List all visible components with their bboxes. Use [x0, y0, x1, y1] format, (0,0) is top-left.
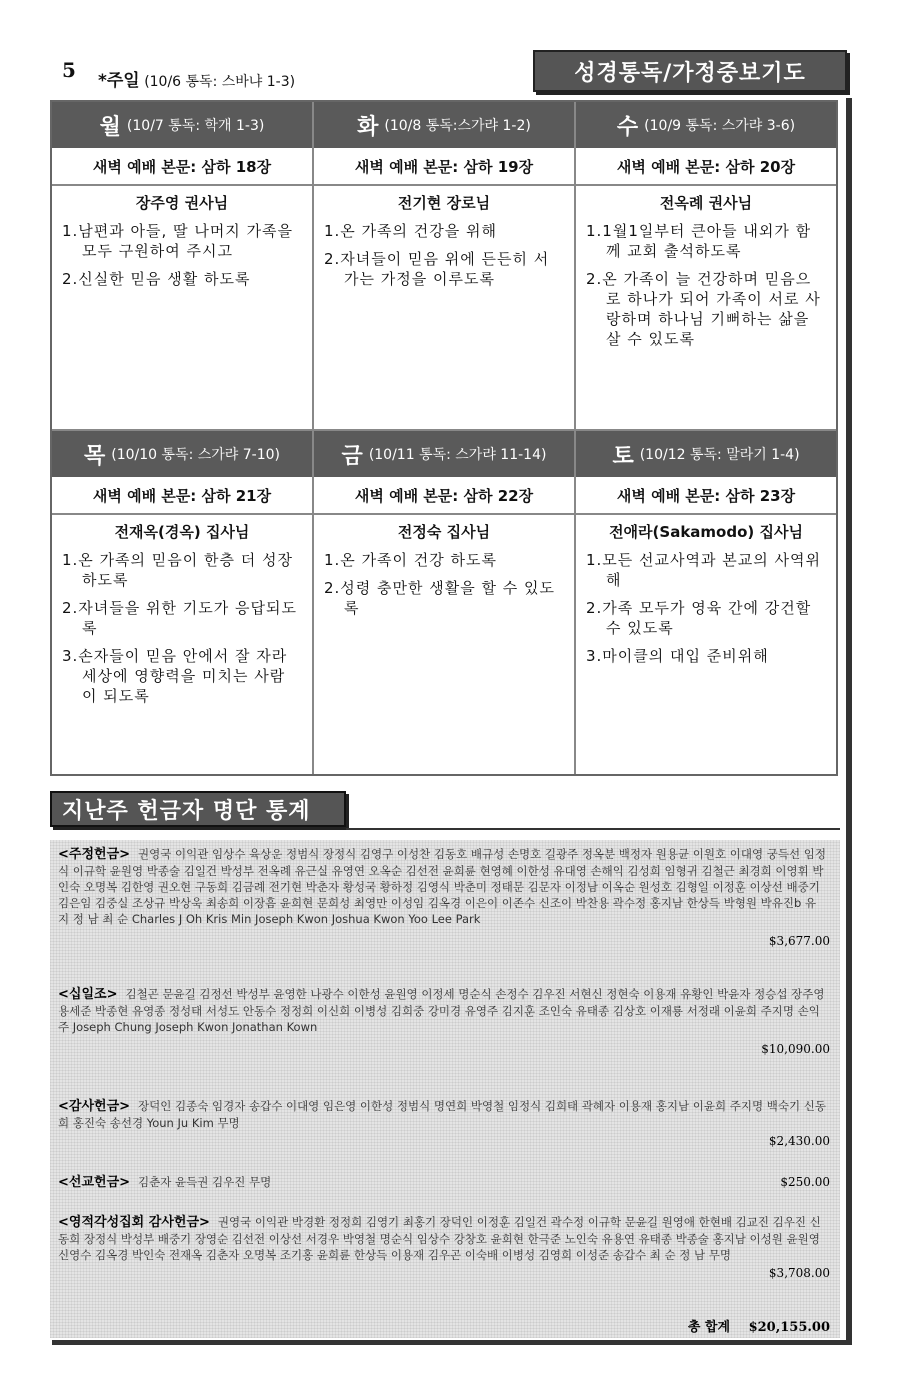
- prayer-schedule-grid: [50, 100, 838, 776]
- prayer-item: 1.온 가족의 건강을 위해: [324, 222, 498, 240]
- day-reading: (10/10 통독: 스가랴 7-10): [111, 447, 280, 463]
- day-reading: (10/9 통독: 스가랴 3-6): [644, 118, 796, 134]
- prayer-list: [576, 221, 836, 349]
- day-name: 토: [612, 443, 634, 469]
- donor-names: 권영국 이익관 박경환 정정희 김영기 최홍기 장덕인 이정훈 김일건 곽수정 이규학 문윤길 원영애 한현배 김교진 김우진 신동희 장정식 박성부 배중기 장영순 김선전 이상선 서경우 박영철 명순식 임상수 강창호 윤희현 한극준 노인숙 유용연 유태종 박종술 홍지남 이성원 윤원영 신영수 김옥경 박인숙 전재옥 김춘자 오명복 조기홍 윤희륜 한상득 이용재 김우곤 이숙배 이병성 김영희 이성준 송갑수 최 순 정 남 무명: [58, 1215, 821, 1262]
- day-header: [314, 102, 574, 148]
- prayer-leader: 전기현 장로님: [397, 194, 491, 212]
- offering-amount: $3,677.00: [768, 934, 830, 948]
- prayer-item: 2.자녀들이 믿음 위에 든든히 서가는 가정을 이루도록: [324, 250, 550, 288]
- sermon-text: 새벽 예배 본문: 삼하 19장: [314, 148, 574, 186]
- grand-total-value: $20,155.00: [748, 1320, 830, 1335]
- offering-category: <선교헌금>: [58, 1175, 131, 1190]
- prayer-item: 1.1월1일부터 큰아들 내외가 함께 교회 출석하도록: [586, 222, 812, 260]
- offering-category: <감사헌금>: [58, 1099, 131, 1114]
- day-reading: (10/12 통독: 말라기 1-4): [639, 447, 800, 463]
- day-column: [576, 102, 836, 431]
- page-number: 5: [62, 58, 76, 82]
- sermon-text: 새벽 예배 본문: 삼하 21장: [52, 477, 312, 515]
- day-name: 화: [357, 114, 379, 140]
- section-underline: [346, 828, 840, 830]
- offering-category: <십일조>: [58, 987, 118, 1002]
- offering-amount: $10,090.00: [761, 1042, 830, 1056]
- day-header: [576, 431, 836, 477]
- prayer-list: [576, 550, 836, 666]
- day-reading: (10/11 통독: 스가랴 11-14): [368, 447, 547, 463]
- offering-group: [58, 846, 830, 949]
- day-column: [314, 431, 576, 774]
- offering-section-title: 지난주 헌금자 명단 통계: [50, 791, 346, 827]
- offering-group: [58, 1098, 830, 1149]
- day-column: [314, 102, 576, 431]
- prayer-list: [52, 221, 312, 289]
- offering-group: [58, 1214, 830, 1281]
- sermon-text: 새벽 예배 본문: 삼하 18장: [52, 148, 312, 186]
- offering-group: [58, 1174, 830, 1191]
- prayer-item: 1.온 가족의 믿음이 한층 더 성장하도록: [62, 551, 294, 589]
- prayer-item: 3.마이클의 대입 준비위해: [586, 647, 769, 665]
- grand-total-label: 총 합계: [687, 1320, 731, 1335]
- prayer-leader: 장주영 권사님: [135, 194, 229, 212]
- day-reading: (10/7 통독: 학개 1-3): [126, 118, 265, 134]
- offering-amount: $3,708.00: [768, 1266, 830, 1280]
- prayer-leader: 전정숙 집사님: [397, 523, 491, 541]
- offering-group: [58, 986, 830, 1057]
- offering-amount: $250.00: [780, 1175, 830, 1189]
- frame-shadow-right: [846, 98, 852, 1345]
- frame-shadow-bottom: [52, 1340, 852, 1345]
- day-column: [52, 431, 314, 774]
- donor-names: 장덕인 김종숙 임경자 송갑수 이대영 임은영 이한성 정범식 명연희 박영철 임정식 김희태 곽혜자 이용재 홍지남 이윤희 주지명 백숙기 신동희 홍진숙 송선경 Youn Ju Kim 무명: [58, 1099, 826, 1130]
- day-reading: (10/8 통독:스가랴 1-2): [384, 118, 531, 134]
- prayer-item: 1.모든 선교사역과 본교의 사역위해: [586, 551, 821, 589]
- sunday-reading: (10/6 통독: 스바냐 1-3): [144, 74, 296, 90]
- sunday-label: *주일: [98, 71, 140, 91]
- prayer-item: 2.자녀들을 위한 기도가 응답되도록: [62, 599, 297, 637]
- day-header: [314, 431, 574, 477]
- sermon-text: 새벽 예배 본문: 삼하 23장: [576, 477, 836, 515]
- day-name: 수: [616, 114, 639, 140]
- offering-amount: $2,430.00: [768, 1134, 830, 1148]
- prayer-leader: 전애라(Sakamodo) 집사님: [609, 523, 803, 541]
- prayer-list: [314, 221, 574, 289]
- offering-category: <주정헌금>: [58, 847, 131, 862]
- prayer-item: 1.온 가족이 건강 하도록: [324, 551, 498, 569]
- donor-names: 권영국 이익관 임상수 육상운 정범식 장정식 김영구 이성찬 김동호 배규성 손명호 길광주 정옥분 백정자 원용균 이원호 이대영 궁득선 임정식 이규학 윤원영 박종술 김일건 박성부 전옥례 유근실 유영연 오옥순 김선전 윤희륜 현영혜 이한성 유대영 손해익 김성희 임형귀 김철근 최경희 이영휘 박인숙 오명복 김한영 권오현 구동희 김금례 전기현 박춘자 황성국 황하정 김영식 박춘미 정태문 김문자 이정남 이옥순 원성호 김형일 이정훈 이상선 배중기 김은임 김중실 조상규 박상욱 최송희 이장흠 윤희현 문희성 최영만 이성임 김옥경 이은이 이존수 신조이 박찬용 곽수정 홍지남 한상득 박형원 박유진b 유 지 정 남 최 순 Charles J Oh Kris Min Joseph Kwon Joshua Kwon Yoo Lee Park: [58, 847, 826, 926]
- donor-names: 김철곤 문윤길 김정선 박성부 윤영한 나광수 이한성 윤원영 이정세 명순식 손정수 김우진 서현신 정현숙 이용재 유황인 박윤자 정승섭 장주영 용세준 박종현 유영종 정성태 서성도 안동수 정정희 이신희 이병성 김희중 강미경 유영주 김지훈 조인숙 유태종 김상호 이재룡 서정래 이윤희 주지명 손익주 Joseph Chung Joseph Kwon Jonathan Kown: [58, 987, 825, 1034]
- offering-category: <영적각성집회 감사헌금>: [58, 1215, 210, 1230]
- prayer-item: 2.가족 모두가 영육 간에 강건할 수 있도록: [586, 599, 812, 637]
- day-column: [52, 102, 314, 431]
- prayer-item: 1.남편과 아들, 딸 나머지 가족을 모두 구원하여 주시고: [62, 222, 294, 260]
- day-header: [576, 102, 836, 148]
- day-header: [52, 431, 312, 477]
- offering-list: [50, 840, 840, 1338]
- prayer-item: 2.신실한 믿음 생활 하도록: [62, 270, 251, 288]
- donor-names: 김춘자 윤득권 김우진 무명: [138, 1175, 272, 1189]
- sunday-reading-line: [98, 66, 295, 91]
- prayer-item: 3.손자들이 믿음 안에서 잘 자라 세상에 영향력을 미치는 사람이 되도록: [62, 647, 288, 705]
- prayer-list: [52, 550, 312, 706]
- day-name: 목: [84, 443, 106, 469]
- day-name: 금: [341, 443, 363, 469]
- section-title-tab: 성경통독/가정중보기도: [533, 50, 847, 92]
- grand-total: [688, 1316, 830, 1335]
- sermon-text: 새벽 예배 본문: 삼하 22장: [314, 477, 574, 515]
- day-column: [576, 431, 836, 774]
- day-name: 월: [99, 114, 121, 140]
- sermon-text: 새벽 예배 본문: 삼하 20장: [576, 148, 836, 186]
- prayer-leader: 전재옥(경옥) 집사님: [114, 523, 250, 541]
- prayer-leader: 전옥례 권사님: [659, 194, 753, 212]
- prayer-item: 2.온 가족이 늘 건강하며 믿음으로 하나가 되어 가족이 서로 사랑하며 하나님 기뻐하는 삶을 살 수 있도록: [586, 270, 821, 348]
- day-header: [52, 102, 312, 148]
- prayer-list: [314, 550, 574, 618]
- prayer-item: 2.성령 충만한 생활을 할 수 있도록: [324, 579, 556, 617]
